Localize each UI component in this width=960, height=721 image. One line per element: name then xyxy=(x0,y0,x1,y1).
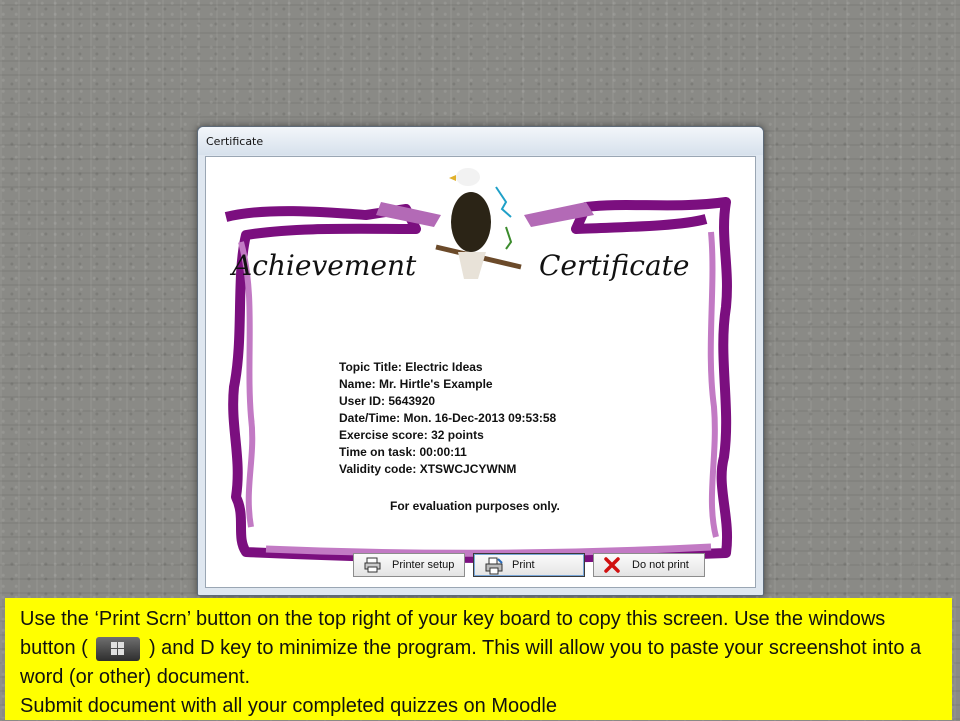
heading-certificate: Certificate xyxy=(539,249,690,282)
validity-code: Validity code: XTSWCJCYWNM xyxy=(339,462,517,476)
red-x-icon xyxy=(604,557,624,573)
evaluation-note: For evaluation purposes only. xyxy=(390,499,560,513)
do-not-print-button[interactable] xyxy=(593,553,705,577)
printer-icon xyxy=(364,557,384,573)
certificate-details xyxy=(339,359,556,478)
date-time: Date/Time: Mon. 16-Dec-2013 09:53:58 xyxy=(339,411,557,425)
user-name: Name: Mr. Hirtle's Example xyxy=(339,377,493,391)
certificate-window xyxy=(197,126,764,596)
printer-setup-label: Printer setup xyxy=(392,559,455,571)
do-not-print-label: Do not print xyxy=(632,559,689,571)
certificate-panel xyxy=(205,156,756,588)
user-id: User ID: 5643920 xyxy=(339,394,436,408)
topic-title: Topic Title: Electric Ideas xyxy=(339,360,483,374)
exercise-score: Exercise score: 32 points xyxy=(339,428,484,442)
eagle-icon xyxy=(436,168,521,279)
printer-setup-button[interactable] xyxy=(353,553,465,577)
title-bar[interactable] xyxy=(198,127,763,155)
time-on-task: Time on task: 00:00:11 xyxy=(339,445,467,459)
print-icon xyxy=(484,557,504,573)
heading-achievement: Achievement xyxy=(232,249,417,282)
window-title: Certificate xyxy=(206,135,264,148)
windows-key-icon xyxy=(96,637,140,661)
caption-text-part2: ) and D key to minimize the program. This will allow you to paste your screenshot into a word (or other) document. xyxy=(20,637,922,688)
caption-text-part1: Use the ‘Print Scrn’ button on the top right of your key board to copy this screen. Use the windows button ( xyxy=(20,608,886,659)
print-label: Print xyxy=(512,559,535,571)
print-button[interactable] xyxy=(473,553,585,577)
instruction-caption xyxy=(5,598,952,720)
caption-submit-line: Submit document with all your completed quizzes on Moodle xyxy=(20,695,557,717)
